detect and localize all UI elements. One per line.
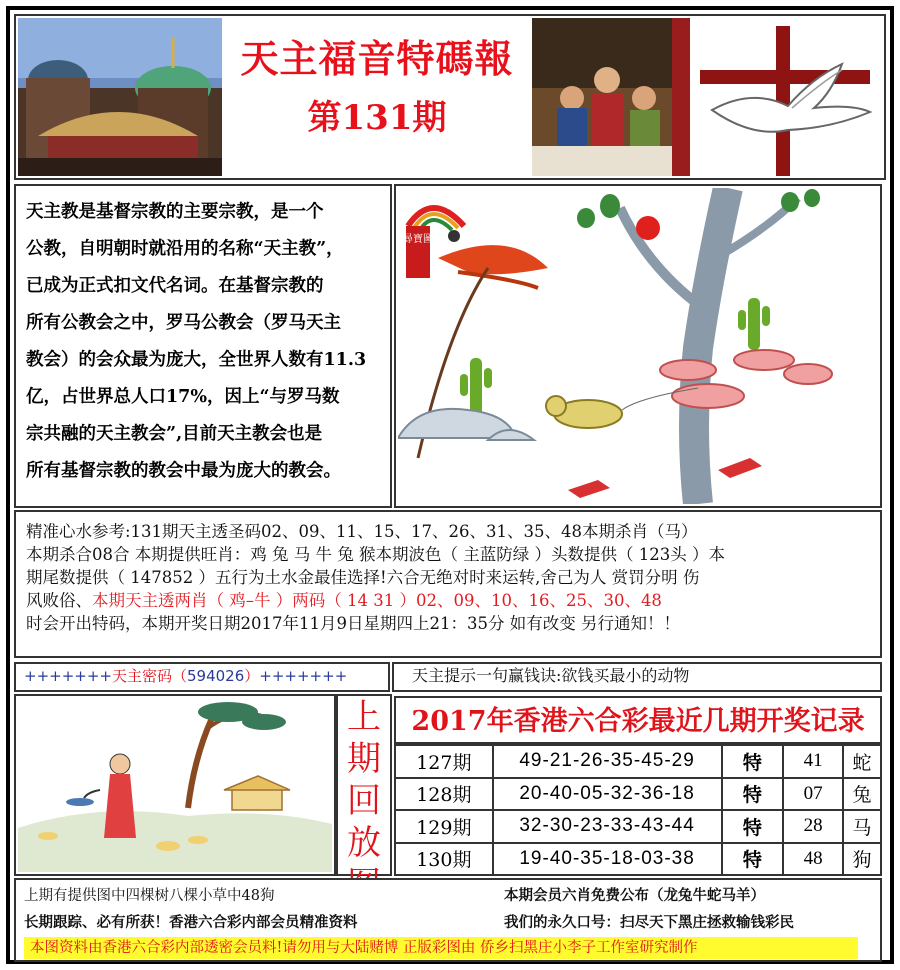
intro-line: 天主教是基督宗教的主要宗教，是一个 <box>26 202 324 222</box>
replay-char: 回 <box>347 781 381 821</box>
tips-text <box>18 513 882 655</box>
table-row <box>395 843 881 876</box>
tips-line: 期尾数提供（ 147852 ）五行为土水金最佳选择!六合无绝对时来运转,舍己为人 赏罚分明 伤 <box>26 568 700 587</box>
special-label-cell: 特 <box>722 745 784 778</box>
last-supper-painting <box>532 18 690 176</box>
numbers-cell: 20-40-05-32-36-18 <box>493 778 722 811</box>
footer-right-1: 本期会员六肖免费公布（龙兔牛蛇马羊） <box>504 887 765 904</box>
special-number-cell: 48 <box>783 843 843 876</box>
puzzle-picture <box>398 188 878 504</box>
replay-char: 期 <box>347 739 381 779</box>
replay-char: 上 <box>347 697 381 737</box>
puzzle-badge-label: 尋寶圖 <box>403 234 433 245</box>
numbers-cell: 32-30-23-33-43-44 <box>493 810 722 843</box>
numbers-cell: 49-21-26-35-45-29 <box>493 745 722 778</box>
secret-label: 天主密码（ <box>111 667 187 685</box>
results-table <box>394 744 882 876</box>
zodiac-cell: 兔 <box>843 778 881 811</box>
period-cell: 130期 <box>395 843 493 876</box>
period-cell: 129期 <box>395 810 493 843</box>
special-label-cell: 特 <box>722 778 784 811</box>
zodiac-cell: 蛇 <box>843 745 881 778</box>
secret-code: 594026 <box>187 667 245 685</box>
special-number-cell: 07 <box>783 778 843 811</box>
table-row <box>395 745 881 778</box>
replay-char: 放 <box>347 823 381 863</box>
tips-line: 精准心水参考:131期天主透圣码02、09、11、15、17、26、31、35、48本期杀肖（马） <box>26 522 698 541</box>
last-period-picture <box>18 698 332 872</box>
tips-line4-black: 风败俗、 <box>26 591 92 610</box>
intro-line: 所有公教会之中，罗马公教会（罗马天主 <box>26 313 341 333</box>
zodiac-cell: 马 <box>843 810 881 843</box>
intro-line: 教会）的会众最为庞大，全世界人数有11.3 <box>26 350 367 370</box>
special-number-cell: 41 <box>783 745 843 778</box>
period-cell: 128期 <box>395 778 493 811</box>
special-label-cell: 特 <box>722 810 784 843</box>
footer-right-2: 我们的永久口号：扫尽天下黑庄拯救输钱彩民 <box>504 914 794 931</box>
table-row <box>395 810 881 843</box>
table-row <box>395 778 881 811</box>
special-label-cell: 特 <box>722 843 784 876</box>
intro-line: 公教，自明朝时就沿用的名称“天主教”， <box>26 239 344 259</box>
special-number-cell: 28 <box>783 810 843 843</box>
numbers-cell: 19-40-35-18-03-38 <box>493 843 722 876</box>
intro-line: 亿，占世界总人口17%，因上“与罗马数 <box>26 387 340 407</box>
church-photo <box>18 18 222 176</box>
issue-number: 第131期 <box>307 98 447 138</box>
period-cell: 127期 <box>395 745 493 778</box>
tips-line: 时会开出特码，本期开奖日期2017年11月9日星期四上21：35分 如有改变 另行通知！！ <box>26 614 680 633</box>
secret-suffix: +++++++ <box>259 667 348 685</box>
intro-line: 宗共融的天主教会”,目前天主教会也是 <box>26 424 323 444</box>
tips-line: 本期杀合08合 本期提供旺肖：鸡 兔 马 牛 兔 猴本期波色（ 主蓝防绿 ）头数提供（ 123头 ）本 <box>26 545 725 564</box>
tips-line <box>26 589 874 612</box>
disclaimer-banner: 本图资料由香港六合彩内部透密会员料!请勿用与大陆赌博 正版彩图由 侨乡扫黑庄小李子工作室研究制作 <box>24 937 858 959</box>
intro-line: 已成为正式扣文代名词。在基督宗教的 <box>26 276 324 296</box>
page-title: 天主福音特碼報 <box>240 36 514 81</box>
results-title: 2017年香港六合彩最近几期开奖记录 <box>394 696 882 744</box>
secret-code-line <box>18 663 388 691</box>
intro-line: 所有基督宗教的教会中最为庞大的教会。 <box>26 461 341 481</box>
secret-close: ） <box>244 667 260 685</box>
replay-label <box>338 696 390 874</box>
footer-left-1: 上期有提供图中四棵树八棵小草中48狗 <box>24 888 275 904</box>
tips-line4-red: 本期天主透两肖（ 鸡–牛 ）两码（ 14 31 ）02、09、10、16、25、30、48 <box>92 591 662 610</box>
hint-text: 天主提示一句赢钱诀:欲钱买最小的动物 <box>412 666 690 685</box>
secret-prefix: +++++++ <box>24 667 112 685</box>
cross-dove-logo <box>692 18 882 176</box>
zodiac-cell: 狗 <box>843 843 881 876</box>
footer-left-2: 长期跟踪、必有所获！香港六合彩内部会员精准资料 <box>24 914 358 931</box>
intro-text <box>18 188 390 504</box>
